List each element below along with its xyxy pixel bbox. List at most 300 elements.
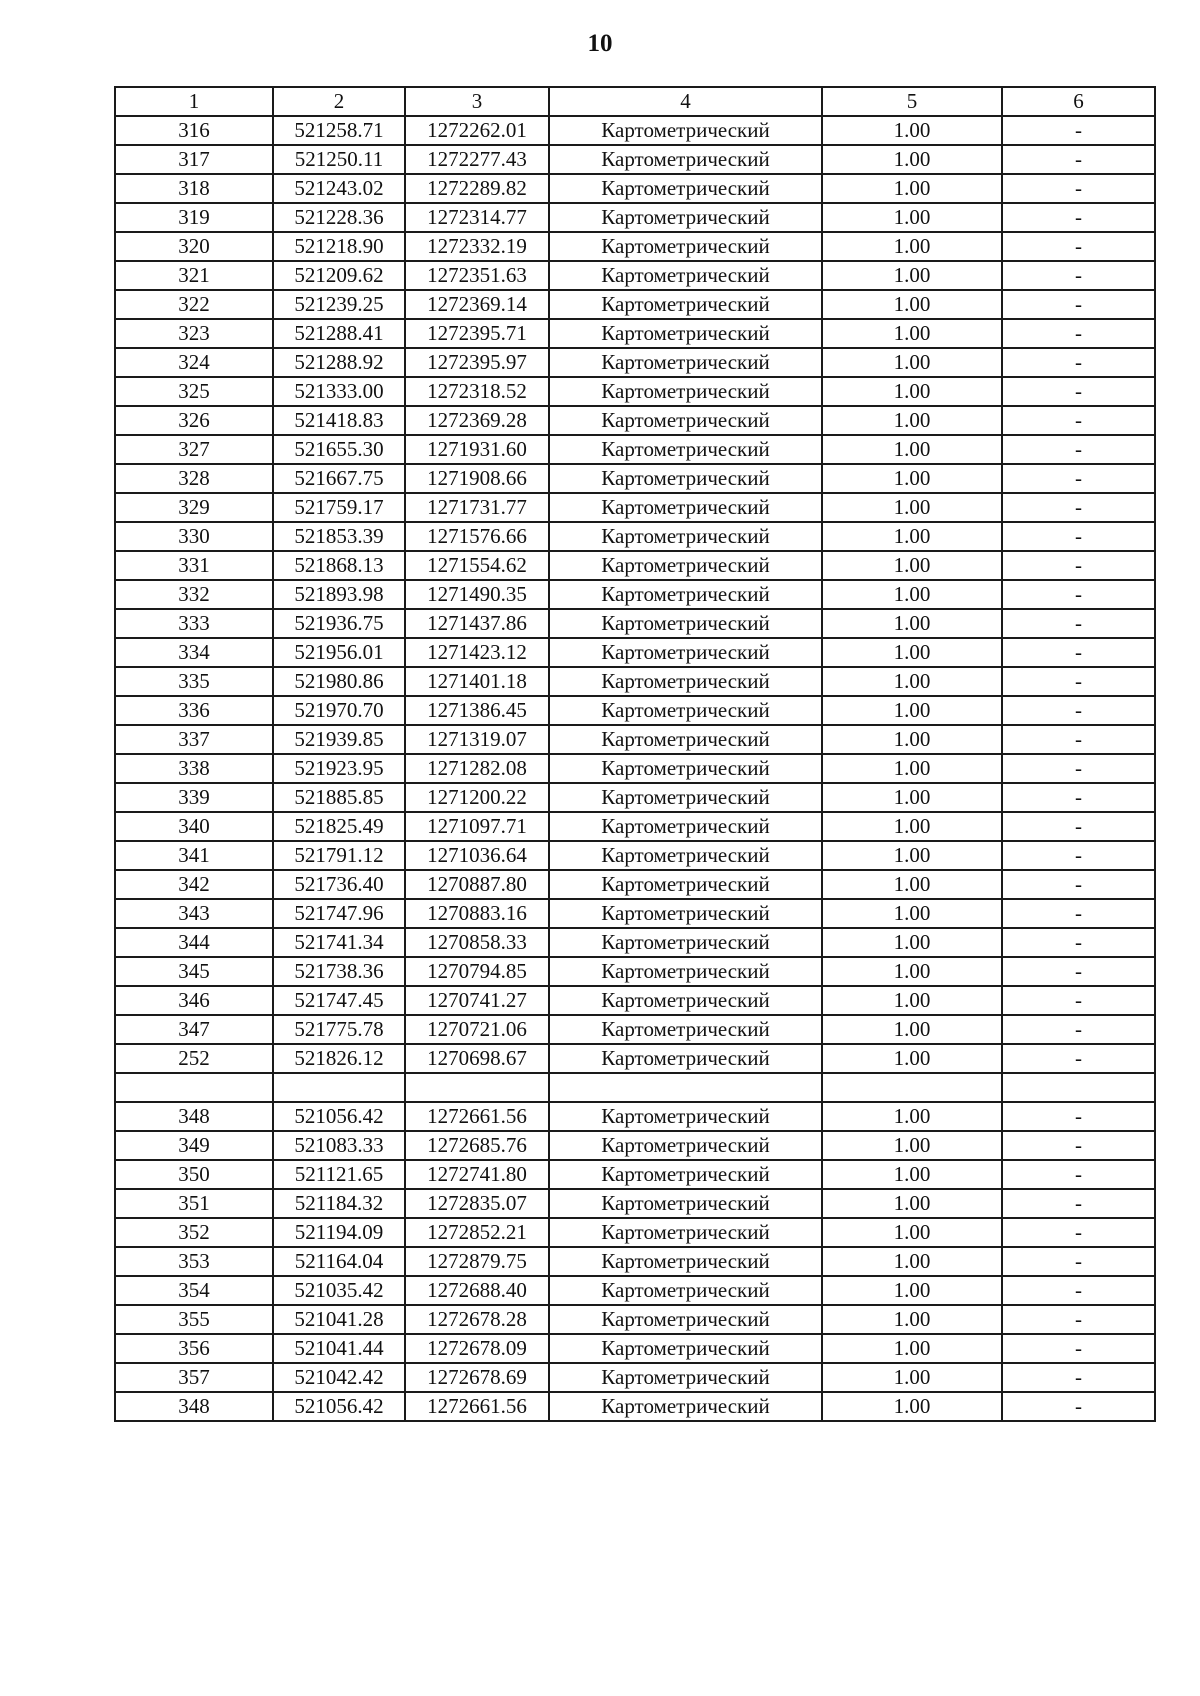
x-coordinate-cell: 521655.30 — [273, 435, 405, 464]
x-coordinate-cell: 521853.39 — [273, 522, 405, 551]
x-coordinate-cell: 521775.78 — [273, 1015, 405, 1044]
table-row — [115, 580, 1155, 609]
x-coordinate-cell: 521258.71 — [273, 116, 405, 145]
point-number-cell: 316 — [115, 116, 273, 145]
method-cell: Картометрический — [549, 957, 822, 986]
point-number-cell: 328 — [115, 464, 273, 493]
point-number-cell: 348 — [115, 1102, 273, 1131]
method-cell: Картометрический — [549, 667, 822, 696]
accuracy-cell: 1.00 — [822, 145, 1002, 174]
table-row — [115, 1015, 1155, 1044]
description-cell: - — [1002, 551, 1155, 580]
point-number-cell: 317 — [115, 145, 273, 174]
method-cell: Картометрический — [549, 377, 822, 406]
page-number: 10 — [587, 30, 613, 57]
description-cell: - — [1002, 725, 1155, 754]
description-cell — [1002, 1073, 1155, 1102]
accuracy-cell: 1.00 — [822, 290, 1002, 319]
y-coordinate-cell: 1272879.75 — [405, 1247, 549, 1276]
y-coordinate-cell: 1272661.56 — [405, 1102, 549, 1131]
y-coordinate-cell: 1272314.77 — [405, 203, 549, 232]
accuracy-cell: 1.00 — [822, 522, 1002, 551]
table-row — [115, 290, 1155, 319]
x-coordinate-cell: 521868.13 — [273, 551, 405, 580]
point-number-cell: 324 — [115, 348, 273, 377]
accuracy-cell: 1.00 — [822, 1305, 1002, 1334]
x-coordinate-cell: 521738.36 — [273, 957, 405, 986]
method-cell: Картометрический — [549, 232, 822, 261]
x-coordinate-cell: 521228.36 — [273, 203, 405, 232]
accuracy-cell: 1.00 — [822, 638, 1002, 667]
coordinates-table — [114, 86, 1156, 1422]
description-cell: - — [1002, 870, 1155, 899]
description-cell: - — [1002, 261, 1155, 290]
table-row — [115, 493, 1155, 522]
x-coordinate-cell: 521239.25 — [273, 290, 405, 319]
point-number-cell: 338 — [115, 754, 273, 783]
description-cell: - — [1002, 667, 1155, 696]
method-cell: Картометрический — [549, 319, 822, 348]
method-cell: Картометрический — [549, 696, 822, 725]
accuracy-cell: 1.00 — [822, 406, 1002, 435]
table-row — [115, 1334, 1155, 1363]
point-number-cell: 339 — [115, 783, 273, 812]
x-coordinate-cell: 521288.92 — [273, 348, 405, 377]
description-cell: - — [1002, 493, 1155, 522]
y-coordinate-cell: 1271731.77 — [405, 493, 549, 522]
y-coordinate-cell: 1272395.71 — [405, 319, 549, 348]
method-cell: Картометрический — [549, 1276, 822, 1305]
column-header-3: 3 — [405, 87, 549, 116]
description-cell: - — [1002, 957, 1155, 986]
accuracy-cell: 1.00 — [822, 1392, 1002, 1421]
method-cell: Картометрический — [549, 609, 822, 638]
y-coordinate-cell: 1272369.28 — [405, 406, 549, 435]
method-cell — [549, 1073, 822, 1102]
description-cell: - — [1002, 1334, 1155, 1363]
y-coordinate-cell: 1271097.71 — [405, 812, 549, 841]
table-row — [115, 754, 1155, 783]
accuracy-cell: 1.00 — [822, 696, 1002, 725]
table-row — [115, 1102, 1155, 1131]
description-cell: - — [1002, 290, 1155, 319]
table-row — [115, 1044, 1155, 1073]
x-coordinate-cell: 521759.17 — [273, 493, 405, 522]
description-cell: - — [1002, 1247, 1155, 1276]
description-cell: - — [1002, 783, 1155, 812]
y-coordinate-cell: 1272262.01 — [405, 116, 549, 145]
accuracy-cell: 1.00 — [822, 1160, 1002, 1189]
table-row — [115, 1363, 1155, 1392]
table-row — [115, 638, 1155, 667]
y-coordinate-cell: 1272318.52 — [405, 377, 549, 406]
description-cell: - — [1002, 1392, 1155, 1421]
accuracy-cell: 1.00 — [822, 203, 1002, 232]
point-number-cell: 345 — [115, 957, 273, 986]
accuracy-cell: 1.00 — [822, 1276, 1002, 1305]
description-cell: - — [1002, 174, 1155, 203]
x-coordinate-cell: 521667.75 — [273, 464, 405, 493]
method-cell: Картометрический — [549, 290, 822, 319]
table-row — [115, 377, 1155, 406]
point-number-cell: 344 — [115, 928, 273, 957]
table-row — [115, 1305, 1155, 1334]
description-cell: - — [1002, 232, 1155, 261]
y-coordinate-cell: 1271576.66 — [405, 522, 549, 551]
point-number-cell: 323 — [115, 319, 273, 348]
description-cell: - — [1002, 899, 1155, 928]
y-coordinate-cell: 1270721.06 — [405, 1015, 549, 1044]
x-coordinate-cell: 521980.86 — [273, 667, 405, 696]
method-cell: Картометрический — [549, 145, 822, 174]
description-cell: - — [1002, 696, 1155, 725]
x-coordinate-cell: 521923.95 — [273, 754, 405, 783]
x-coordinate-cell: 521121.65 — [273, 1160, 405, 1189]
method-cell: Картометрический — [549, 899, 822, 928]
description-cell: - — [1002, 406, 1155, 435]
accuracy-cell: 1.00 — [822, 1131, 1002, 1160]
table-row — [115, 145, 1155, 174]
method-cell: Картометрический — [549, 1131, 822, 1160]
y-coordinate-cell: 1271200.22 — [405, 783, 549, 812]
table-row — [115, 1392, 1155, 1421]
method-cell: Картометрический — [549, 1247, 822, 1276]
table-row — [115, 551, 1155, 580]
method-cell: Картометрический — [549, 551, 822, 580]
point-number-cell: 343 — [115, 899, 273, 928]
point-number-cell: 334 — [115, 638, 273, 667]
x-coordinate-cell: 521041.44 — [273, 1334, 405, 1363]
point-number-cell: 340 — [115, 812, 273, 841]
point-number-cell: 252 — [115, 1044, 273, 1073]
table-row — [115, 464, 1155, 493]
description-cell: - — [1002, 1102, 1155, 1131]
x-coordinate-cell: 521218.90 — [273, 232, 405, 261]
method-cell: Картометрический — [549, 1189, 822, 1218]
table-row — [115, 696, 1155, 725]
description-cell: - — [1002, 1305, 1155, 1334]
description-cell: - — [1002, 1160, 1155, 1189]
method-cell: Картометрический — [549, 1015, 822, 1044]
accuracy-cell: 1.00 — [822, 609, 1002, 638]
y-coordinate-cell: 1272852.21 — [405, 1218, 549, 1247]
accuracy-cell: 1.00 — [822, 1102, 1002, 1131]
y-coordinate-cell: 1272741.80 — [405, 1160, 549, 1189]
y-coordinate-cell: 1272688.40 — [405, 1276, 549, 1305]
point-number-cell: 331 — [115, 551, 273, 580]
description-cell: - — [1002, 145, 1155, 174]
x-coordinate-cell: 521209.62 — [273, 261, 405, 290]
point-number-cell: 357 — [115, 1363, 273, 1392]
accuracy-cell: 1.00 — [822, 174, 1002, 203]
table-row — [115, 203, 1155, 232]
point-number-cell: 332 — [115, 580, 273, 609]
y-coordinate-cell: 1271036.64 — [405, 841, 549, 870]
table-row — [115, 812, 1155, 841]
method-cell: Картометрический — [549, 406, 822, 435]
y-coordinate-cell: 1271908.66 — [405, 464, 549, 493]
x-coordinate-cell: 521243.02 — [273, 174, 405, 203]
column-header-1: 1 — [115, 87, 273, 116]
description-cell: - — [1002, 1276, 1155, 1305]
table-row — [115, 1247, 1155, 1276]
y-coordinate-cell: 1271386.45 — [405, 696, 549, 725]
point-number-cell: 326 — [115, 406, 273, 435]
point-number-cell: 350 — [115, 1160, 273, 1189]
description-cell: - — [1002, 841, 1155, 870]
description-cell: - — [1002, 1363, 1155, 1392]
y-coordinate-cell: 1272351.63 — [405, 261, 549, 290]
y-coordinate-cell: 1272685.76 — [405, 1131, 549, 1160]
table-row — [115, 319, 1155, 348]
point-number-cell: 356 — [115, 1334, 273, 1363]
y-coordinate-cell: 1271931.60 — [405, 435, 549, 464]
x-coordinate-cell: 521056.42 — [273, 1392, 405, 1421]
accuracy-cell: 1.00 — [822, 783, 1002, 812]
x-coordinate-cell: 521893.98 — [273, 580, 405, 609]
point-number-cell: 355 — [115, 1305, 273, 1334]
x-coordinate-cell: 521747.45 — [273, 986, 405, 1015]
method-cell: Картометрический — [549, 870, 822, 899]
point-number-cell: 347 — [115, 1015, 273, 1044]
point-number-cell: 329 — [115, 493, 273, 522]
accuracy-cell: 1.00 — [822, 928, 1002, 957]
accuracy-cell: 1.00 — [822, 1363, 1002, 1392]
accuracy-cell — [822, 1073, 1002, 1102]
x-coordinate-cell: 521194.09 — [273, 1218, 405, 1247]
x-coordinate-cell — [273, 1073, 405, 1102]
table-row — [115, 406, 1155, 435]
description-cell: - — [1002, 812, 1155, 841]
point-number-cell: 327 — [115, 435, 273, 464]
y-coordinate-cell: 1271554.62 — [405, 551, 549, 580]
accuracy-cell: 1.00 — [822, 812, 1002, 841]
table-row — [115, 116, 1155, 145]
method-cell: Картометрический — [549, 725, 822, 754]
table-row — [115, 725, 1155, 754]
description-cell: - — [1002, 319, 1155, 348]
description-cell: - — [1002, 203, 1155, 232]
method-cell: Картометрический — [549, 928, 822, 957]
description-cell: - — [1002, 1189, 1155, 1218]
x-coordinate-cell: 521418.83 — [273, 406, 405, 435]
table-row — [115, 870, 1155, 899]
description-cell: - — [1002, 1044, 1155, 1073]
point-number-cell: 354 — [115, 1276, 273, 1305]
point-number-cell: 335 — [115, 667, 273, 696]
y-coordinate-cell: 1272661.56 — [405, 1392, 549, 1421]
method-cell: Картометрический — [549, 435, 822, 464]
y-coordinate-cell: 1271423.12 — [405, 638, 549, 667]
y-coordinate-cell: 1270887.80 — [405, 870, 549, 899]
accuracy-cell: 1.00 — [822, 493, 1002, 522]
description-cell: - — [1002, 435, 1155, 464]
accuracy-cell: 1.00 — [822, 725, 1002, 754]
description-cell: - — [1002, 986, 1155, 1015]
description-cell: - — [1002, 754, 1155, 783]
point-number-cell: 346 — [115, 986, 273, 1015]
table-row — [115, 522, 1155, 551]
method-cell: Картометрический — [549, 1363, 822, 1392]
description-cell: - — [1002, 116, 1155, 145]
point-number-cell: 330 — [115, 522, 273, 551]
point-number-cell: 318 — [115, 174, 273, 203]
method-cell: Картометрический — [549, 203, 822, 232]
x-coordinate-cell: 521041.28 — [273, 1305, 405, 1334]
method-cell: Картометрический — [549, 841, 822, 870]
method-cell: Картометрический — [549, 522, 822, 551]
accuracy-cell: 1.00 — [822, 551, 1002, 580]
method-cell: Картометрический — [549, 1334, 822, 1363]
x-coordinate-cell: 521970.70 — [273, 696, 405, 725]
table-row — [115, 957, 1155, 986]
x-coordinate-cell: 521250.11 — [273, 145, 405, 174]
accuracy-cell: 1.00 — [822, 1334, 1002, 1363]
x-coordinate-cell: 521747.96 — [273, 899, 405, 928]
y-coordinate-cell: 1272678.09 — [405, 1334, 549, 1363]
point-number-cell: 342 — [115, 870, 273, 899]
method-cell: Картометрический — [549, 493, 822, 522]
method-cell: Картометрический — [549, 783, 822, 812]
method-cell: Картометрический — [549, 1305, 822, 1334]
y-coordinate-cell: 1270794.85 — [405, 957, 549, 986]
accuracy-cell: 1.00 — [822, 1247, 1002, 1276]
accuracy-cell: 1.00 — [822, 1044, 1002, 1073]
point-number-cell: 349 — [115, 1131, 273, 1160]
x-coordinate-cell: 521164.04 — [273, 1247, 405, 1276]
method-cell: Картометрический — [549, 261, 822, 290]
y-coordinate-cell: 1272332.19 — [405, 232, 549, 261]
x-coordinate-cell: 521956.01 — [273, 638, 405, 667]
method-cell: Картометрический — [549, 348, 822, 377]
y-coordinate-cell: 1271282.08 — [405, 754, 549, 783]
x-coordinate-cell: 521288.41 — [273, 319, 405, 348]
accuracy-cell: 1.00 — [822, 870, 1002, 899]
point-number-cell: 325 — [115, 377, 273, 406]
point-number-cell: 320 — [115, 232, 273, 261]
accuracy-cell: 1.00 — [822, 986, 1002, 1015]
point-number-cell: 352 — [115, 1218, 273, 1247]
point-number-cell: 337 — [115, 725, 273, 754]
point-number-cell: 322 — [115, 290, 273, 319]
table-row — [115, 1218, 1155, 1247]
table-row — [115, 667, 1155, 696]
y-coordinate-cell: 1272678.28 — [405, 1305, 549, 1334]
accuracy-cell: 1.00 — [822, 667, 1002, 696]
point-number-cell: 353 — [115, 1247, 273, 1276]
description-cell: - — [1002, 377, 1155, 406]
x-coordinate-cell: 521042.42 — [273, 1363, 405, 1392]
x-coordinate-cell: 521736.40 — [273, 870, 405, 899]
accuracy-cell: 1.00 — [822, 261, 1002, 290]
table-row — [115, 986, 1155, 1015]
table-row — [115, 174, 1155, 203]
description-cell: - — [1002, 348, 1155, 377]
table-row — [115, 899, 1155, 928]
description-cell: - — [1002, 609, 1155, 638]
point-number-cell: 341 — [115, 841, 273, 870]
x-coordinate-cell: 521885.85 — [273, 783, 405, 812]
method-cell: Картометрический — [549, 638, 822, 667]
x-coordinate-cell: 521333.00 — [273, 377, 405, 406]
y-coordinate-cell: 1270698.67 — [405, 1044, 549, 1073]
method-cell: Картометрический — [549, 986, 822, 1015]
table-row — [115, 1276, 1155, 1305]
table-row — [115, 609, 1155, 638]
table-header-row — [115, 87, 1155, 116]
table-row — [115, 783, 1155, 812]
description-cell: - — [1002, 928, 1155, 957]
description-cell: - — [1002, 464, 1155, 493]
x-coordinate-cell: 521184.32 — [273, 1189, 405, 1218]
accuracy-cell: 1.00 — [822, 464, 1002, 493]
accuracy-cell: 1.00 — [822, 1015, 1002, 1044]
accuracy-cell: 1.00 — [822, 348, 1002, 377]
accuracy-cell: 1.00 — [822, 841, 1002, 870]
accuracy-cell: 1.00 — [822, 957, 1002, 986]
point-number-cell: 348 — [115, 1392, 273, 1421]
description-cell: - — [1002, 1015, 1155, 1044]
accuracy-cell: 1.00 — [822, 1218, 1002, 1247]
x-coordinate-cell: 521791.12 — [273, 841, 405, 870]
method-cell: Картометрический — [549, 812, 822, 841]
method-cell: Картометрический — [549, 1044, 822, 1073]
x-coordinate-cell: 521056.42 — [273, 1102, 405, 1131]
method-cell: Картометрический — [549, 174, 822, 203]
table-row — [115, 348, 1155, 377]
y-coordinate-cell: 1272395.97 — [405, 348, 549, 377]
accuracy-cell: 1.00 — [822, 232, 1002, 261]
table-row — [115, 1073, 1155, 1102]
point-number-cell: 336 — [115, 696, 273, 725]
x-coordinate-cell: 521741.34 — [273, 928, 405, 957]
method-cell: Картометрический — [549, 754, 822, 783]
accuracy-cell: 1.00 — [822, 435, 1002, 464]
y-coordinate-cell: 1270741.27 — [405, 986, 549, 1015]
y-coordinate-cell — [405, 1073, 549, 1102]
description-cell: - — [1002, 638, 1155, 667]
y-coordinate-cell: 1272835.07 — [405, 1189, 549, 1218]
table-row — [115, 261, 1155, 290]
accuracy-cell: 1.00 — [822, 899, 1002, 928]
y-coordinate-cell: 1271319.07 — [405, 725, 549, 754]
column-header-6: 6 — [1002, 87, 1155, 116]
x-coordinate-cell: 521035.42 — [273, 1276, 405, 1305]
table-row — [115, 1189, 1155, 1218]
point-number-cell: 351 — [115, 1189, 273, 1218]
point-number-cell: 333 — [115, 609, 273, 638]
method-cell: Картометрический — [549, 580, 822, 609]
column-header-5: 5 — [822, 87, 1002, 116]
column-header-4: 4 — [549, 87, 822, 116]
method-cell: Картометрический — [549, 116, 822, 145]
method-cell: Картометрический — [549, 1392, 822, 1421]
method-cell: Картометрический — [549, 1160, 822, 1189]
accuracy-cell: 1.00 — [822, 116, 1002, 145]
description-cell: - — [1002, 522, 1155, 551]
x-coordinate-cell: 521936.75 — [273, 609, 405, 638]
point-number-cell: 321 — [115, 261, 273, 290]
x-coordinate-cell: 521825.49 — [273, 812, 405, 841]
point-number-cell — [115, 1073, 273, 1102]
y-coordinate-cell: 1271437.86 — [405, 609, 549, 638]
table-row — [115, 1131, 1155, 1160]
method-cell: Картометрический — [549, 1102, 822, 1131]
accuracy-cell: 1.00 — [822, 1189, 1002, 1218]
point-number-cell: 319 — [115, 203, 273, 232]
accuracy-cell: 1.00 — [822, 319, 1002, 348]
description-cell: - — [1002, 580, 1155, 609]
